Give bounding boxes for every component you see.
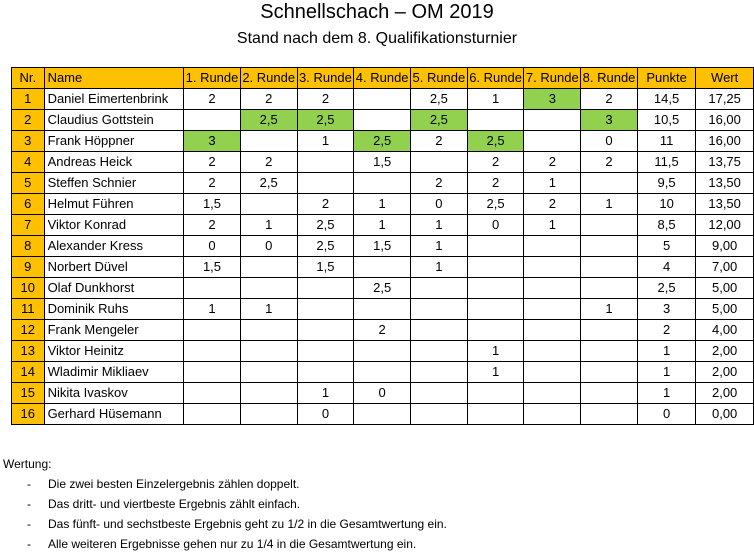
round-2-cell bbox=[240, 404, 297, 425]
header-round-3: 3. Runde bbox=[297, 68, 354, 89]
player-name-cell: Frank Höppner bbox=[44, 131, 184, 152]
rule-item bbox=[27, 496, 447, 516]
round-6-cell bbox=[467, 404, 524, 425]
wert-cell: 12,00 bbox=[696, 215, 754, 236]
bullet-dash: - bbox=[27, 537, 31, 551]
rank-cell: 3 bbox=[12, 131, 45, 152]
round-8-cell: 0 bbox=[581, 131, 638, 152]
round-3-cell: 2,5 bbox=[297, 215, 354, 236]
round-4-cell: 1 bbox=[354, 194, 411, 215]
round-1-cell bbox=[184, 404, 241, 425]
table-row bbox=[12, 404, 754, 425]
round-1-cell: 3 bbox=[184, 131, 241, 152]
player-name-cell: Wladimir Mikliaev bbox=[44, 362, 184, 383]
round-1-cell: 1,5 bbox=[184, 257, 241, 278]
round-5-cell bbox=[411, 299, 468, 320]
punkte-cell: 8,5 bbox=[637, 215, 695, 236]
table-row bbox=[12, 257, 754, 278]
header-round-8: 8. Runde bbox=[581, 68, 638, 89]
player-name-cell: Viktor Heinitz bbox=[44, 341, 184, 362]
table-row bbox=[12, 110, 754, 131]
punkte-cell: 9,5 bbox=[637, 173, 695, 194]
round-1-cell: 0 bbox=[184, 236, 241, 257]
wert-cell: 16,00 bbox=[696, 131, 754, 152]
player-name-cell: Frank Mengeler bbox=[44, 320, 184, 341]
round-3-cell: 1,5 bbox=[297, 257, 354, 278]
round-2-cell bbox=[240, 131, 297, 152]
wert-cell: 7,00 bbox=[696, 257, 754, 278]
round-5-cell: 1 bbox=[411, 257, 468, 278]
round-3-cell bbox=[297, 173, 354, 194]
round-6-cell: 2 bbox=[467, 152, 524, 173]
document-subtitle: Stand nach dem 8. Qualifikationsturnier bbox=[236, 30, 518, 47]
rank-cell: 14 bbox=[12, 362, 45, 383]
table-row bbox=[12, 341, 754, 362]
punkte-cell: 10,5 bbox=[637, 110, 695, 131]
round-5-cell: 0 bbox=[411, 194, 468, 215]
round-1-cell bbox=[184, 341, 241, 362]
round-8-cell bbox=[581, 278, 638, 299]
round-2-cell bbox=[240, 362, 297, 383]
round-7-cell bbox=[524, 341, 581, 362]
header-name: Name bbox=[44, 68, 184, 89]
round-8-cell bbox=[581, 257, 638, 278]
round-1-cell bbox=[184, 320, 241, 341]
round-8-cell bbox=[581, 320, 638, 341]
player-name-cell: Nikita Ivaskov bbox=[44, 383, 184, 404]
rule-item bbox=[27, 476, 447, 496]
round-1-cell: 2 bbox=[184, 173, 241, 194]
punkte-cell: 14,5 bbox=[637, 89, 695, 110]
round-2-cell bbox=[240, 194, 297, 215]
round-4-cell bbox=[354, 404, 411, 425]
player-name-cell: Daniel Eimertenbrink bbox=[44, 89, 184, 110]
round-2-cell: 2 bbox=[240, 152, 297, 173]
wert-cell: 2,00 bbox=[696, 362, 754, 383]
rule-text: Das dritt- und viertbeste Ergebnis zählt einfach. bbox=[48, 497, 301, 511]
table-row bbox=[12, 299, 754, 320]
round-7-cell bbox=[524, 404, 581, 425]
round-6-cell bbox=[467, 236, 524, 257]
round-5-cell bbox=[411, 341, 468, 362]
rule-text: Die zwei besten Einzelergebnis zählen doppelt. bbox=[48, 477, 300, 491]
table-row bbox=[12, 194, 754, 215]
round-2-cell: 1 bbox=[240, 299, 297, 320]
round-4-cell bbox=[354, 110, 411, 131]
punkte-cell: 2 bbox=[637, 320, 695, 341]
punkte-cell: 5 bbox=[637, 236, 695, 257]
punkte-cell: 11,5 bbox=[637, 152, 695, 173]
round-7-cell bbox=[524, 257, 581, 278]
rank-cell: 1 bbox=[12, 89, 45, 110]
header-round-4: 4. Runde bbox=[354, 68, 411, 89]
round-1-cell: 2 bbox=[184, 89, 241, 110]
rank-cell: 12 bbox=[12, 320, 45, 341]
round-2-cell bbox=[240, 383, 297, 404]
round-6-cell bbox=[467, 299, 524, 320]
round-5-cell bbox=[411, 152, 468, 173]
table-row bbox=[12, 383, 754, 404]
punkte-cell: 3 bbox=[637, 299, 695, 320]
round-6-cell bbox=[467, 278, 524, 299]
rank-cell: 11 bbox=[12, 299, 45, 320]
punkte-cell: 1 bbox=[637, 341, 695, 362]
round-4-cell bbox=[354, 299, 411, 320]
rank-cell: 15 bbox=[12, 383, 45, 404]
wert-cell: 4,00 bbox=[696, 320, 754, 341]
round-4-cell bbox=[354, 341, 411, 362]
round-5-cell: 1 bbox=[411, 215, 468, 236]
round-7-cell: 2 bbox=[524, 194, 581, 215]
round-1-cell bbox=[184, 278, 241, 299]
round-7-cell: 3 bbox=[524, 89, 581, 110]
table-row bbox=[12, 152, 754, 173]
round-8-cell bbox=[581, 404, 638, 425]
round-3-cell bbox=[297, 299, 354, 320]
round-2-cell: 0 bbox=[240, 236, 297, 257]
header-wert: Wert bbox=[696, 68, 754, 89]
round-3-cell: 2 bbox=[297, 89, 354, 110]
round-2-cell: 2,5 bbox=[240, 110, 297, 131]
wert-cell: 2,00 bbox=[696, 341, 754, 362]
round-8-cell: 3 bbox=[581, 110, 638, 131]
round-8-cell bbox=[581, 173, 638, 194]
round-3-cell: 2,5 bbox=[297, 236, 354, 257]
round-6-cell bbox=[467, 320, 524, 341]
rank-cell: 16 bbox=[12, 404, 45, 425]
punkte-cell: 4 bbox=[637, 257, 695, 278]
round-6-cell bbox=[467, 383, 524, 404]
round-7-cell bbox=[524, 110, 581, 131]
rank-cell: 5 bbox=[12, 173, 45, 194]
round-5-cell bbox=[411, 320, 468, 341]
round-7-cell: 1 bbox=[524, 215, 581, 236]
rank-cell: 9 bbox=[12, 257, 45, 278]
round-7-cell bbox=[524, 362, 581, 383]
round-4-cell bbox=[354, 257, 411, 278]
header-round-6: 6. Runde bbox=[467, 68, 524, 89]
round-8-cell: 1 bbox=[581, 194, 638, 215]
round-3-cell: 0 bbox=[297, 404, 354, 425]
rule-text: Alle weiteren Ergebnisse gehen nur zu 1/4 in die Gesamtwertung ein. bbox=[48, 537, 417, 551]
round-4-cell: 1 bbox=[354, 215, 411, 236]
round-2-cell: 2,5 bbox=[240, 173, 297, 194]
rank-cell: 2 bbox=[12, 110, 45, 131]
round-2-cell bbox=[240, 341, 297, 362]
round-2-cell bbox=[240, 320, 297, 341]
punkte-cell: 10 bbox=[637, 194, 695, 215]
wert-cell: 17,25 bbox=[696, 89, 754, 110]
round-8-cell: 2 bbox=[581, 89, 638, 110]
round-1-cell: 1,5 bbox=[184, 194, 241, 215]
wert-cell: 13,75 bbox=[696, 152, 754, 173]
round-8-cell bbox=[581, 383, 638, 404]
player-name-cell: Steffen Schnier bbox=[44, 173, 184, 194]
round-7-cell bbox=[524, 278, 581, 299]
punkte-cell: 1 bbox=[637, 362, 695, 383]
wert-cell: 13,50 bbox=[696, 194, 754, 215]
round-1-cell bbox=[184, 362, 241, 383]
round-1-cell bbox=[184, 110, 241, 131]
player-name-cell: Helmut Führen bbox=[44, 194, 184, 215]
round-1-cell bbox=[184, 383, 241, 404]
round-6-cell: 2,5 bbox=[467, 131, 524, 152]
player-name-cell: Viktor Konrad bbox=[44, 215, 184, 236]
round-5-cell: 2,5 bbox=[411, 110, 468, 131]
round-6-cell: 1 bbox=[467, 341, 524, 362]
round-3-cell: 1 bbox=[297, 383, 354, 404]
wert-cell: 2,00 bbox=[696, 383, 754, 404]
bullet-dash: - bbox=[27, 497, 31, 511]
round-6-cell: 2 bbox=[467, 173, 524, 194]
round-4-cell bbox=[354, 89, 411, 110]
round-7-cell: 1 bbox=[524, 173, 581, 194]
round-2-cell bbox=[240, 278, 297, 299]
rank-cell: 10 bbox=[12, 278, 45, 299]
round-1-cell: 2 bbox=[184, 152, 241, 173]
round-8-cell bbox=[581, 362, 638, 383]
table-row bbox=[12, 131, 754, 152]
header-round-7: 7. Runde bbox=[524, 68, 581, 89]
round-5-cell: 2 bbox=[411, 173, 468, 194]
round-1-cell: 1 bbox=[184, 299, 241, 320]
player-name-cell: Claudius Gottstein bbox=[44, 110, 184, 131]
round-7-cell bbox=[524, 236, 581, 257]
wert-cell: 13,50 bbox=[696, 173, 754, 194]
player-name-cell: Norbert Düvel bbox=[44, 257, 184, 278]
round-4-cell: 1,5 bbox=[354, 152, 411, 173]
wert-cell: 9,00 bbox=[696, 236, 754, 257]
header-round-2: 2. Runde bbox=[240, 68, 297, 89]
round-5-cell: 2 bbox=[411, 131, 468, 152]
punkte-cell: 2,5 bbox=[637, 278, 695, 299]
table-row bbox=[12, 215, 754, 236]
round-4-cell bbox=[354, 173, 411, 194]
rank-cell: 6 bbox=[12, 194, 45, 215]
round-6-cell: 1 bbox=[467, 89, 524, 110]
table-row bbox=[12, 236, 754, 257]
wert-cell: 0,00 bbox=[696, 404, 754, 425]
wertung-rules bbox=[27, 476, 447, 556]
rank-cell: 8 bbox=[12, 236, 45, 257]
rule-item bbox=[27, 516, 447, 536]
round-8-cell: 1 bbox=[581, 299, 638, 320]
round-1-cell: 2 bbox=[184, 215, 241, 236]
round-3-cell bbox=[297, 362, 354, 383]
player-name-cell: Gerhard Hüsemann bbox=[44, 404, 184, 425]
standings-table bbox=[11, 67, 754, 425]
header-round-1: 1. Runde bbox=[184, 68, 241, 89]
rule-text: Das fünft- und sechstbeste Ergebnis geht zu 1/2 in die Gesamtwertung ein. bbox=[48, 517, 447, 531]
round-3-cell bbox=[297, 152, 354, 173]
header-nr: Nr. bbox=[12, 68, 45, 89]
round-3-cell: 2 bbox=[297, 194, 354, 215]
round-8-cell bbox=[581, 236, 638, 257]
round-2-cell: 2 bbox=[240, 89, 297, 110]
punkte-cell: 1 bbox=[637, 383, 695, 404]
round-6-cell: 2,5 bbox=[467, 194, 524, 215]
round-5-cell bbox=[411, 383, 468, 404]
rule-item bbox=[27, 536, 447, 556]
round-5-cell bbox=[411, 404, 468, 425]
player-name-cell: Dominik Ruhs bbox=[44, 299, 184, 320]
rank-cell: 4 bbox=[12, 152, 45, 173]
round-7-cell bbox=[524, 131, 581, 152]
table-row bbox=[12, 320, 754, 341]
round-3-cell: 1 bbox=[297, 131, 354, 152]
round-6-cell bbox=[467, 257, 524, 278]
round-7-cell bbox=[524, 299, 581, 320]
bullet-dash: - bbox=[27, 477, 31, 491]
round-5-cell: 1 bbox=[411, 236, 468, 257]
round-5-cell: 2,5 bbox=[411, 89, 468, 110]
player-name-cell: Andreas Heick bbox=[44, 152, 184, 173]
round-3-cell bbox=[297, 320, 354, 341]
table-header-row bbox=[12, 68, 754, 89]
bullet-dash: - bbox=[27, 517, 31, 531]
round-5-cell bbox=[411, 362, 468, 383]
round-5-cell bbox=[411, 278, 468, 299]
table-row bbox=[12, 278, 754, 299]
round-8-cell: 2 bbox=[581, 152, 638, 173]
round-4-cell: 1,5 bbox=[354, 236, 411, 257]
round-2-cell: 1 bbox=[240, 215, 297, 236]
round-4-cell: 2,5 bbox=[354, 278, 411, 299]
punkte-cell: 0 bbox=[637, 404, 695, 425]
round-7-cell bbox=[524, 320, 581, 341]
round-4-cell bbox=[354, 362, 411, 383]
round-4-cell: 2,5 bbox=[354, 131, 411, 152]
player-name-cell: Olaf Dunkhorst bbox=[44, 278, 184, 299]
table-row bbox=[12, 362, 754, 383]
table-row bbox=[12, 89, 754, 110]
round-2-cell bbox=[240, 257, 297, 278]
round-3-cell: 2,5 bbox=[297, 110, 354, 131]
round-8-cell bbox=[581, 215, 638, 236]
standings-body bbox=[12, 89, 754, 425]
round-3-cell bbox=[297, 341, 354, 362]
round-4-cell: 0 bbox=[354, 383, 411, 404]
header-round-5: 5. Runde bbox=[411, 68, 468, 89]
punkte-cell: 11 bbox=[637, 131, 695, 152]
wertung-label: Wertung: bbox=[3, 457, 52, 471]
player-name-cell: Alexander Kress bbox=[44, 236, 184, 257]
wert-cell: 16,00 bbox=[696, 110, 754, 131]
round-6-cell: 1 bbox=[467, 362, 524, 383]
wert-cell: 5,00 bbox=[696, 299, 754, 320]
table-row bbox=[12, 173, 754, 194]
round-7-cell bbox=[524, 383, 581, 404]
rank-cell: 13 bbox=[12, 341, 45, 362]
round-7-cell: 2 bbox=[524, 152, 581, 173]
round-6-cell: 0 bbox=[467, 215, 524, 236]
header-punkte: Punkte bbox=[637, 68, 695, 89]
round-4-cell: 2 bbox=[354, 320, 411, 341]
document-title: Schnellschach – OM 2019 bbox=[260, 1, 494, 23]
wert-cell: 5,00 bbox=[696, 278, 754, 299]
round-8-cell bbox=[581, 341, 638, 362]
rank-cell: 7 bbox=[12, 215, 45, 236]
round-3-cell bbox=[297, 278, 354, 299]
round-6-cell bbox=[467, 110, 524, 131]
